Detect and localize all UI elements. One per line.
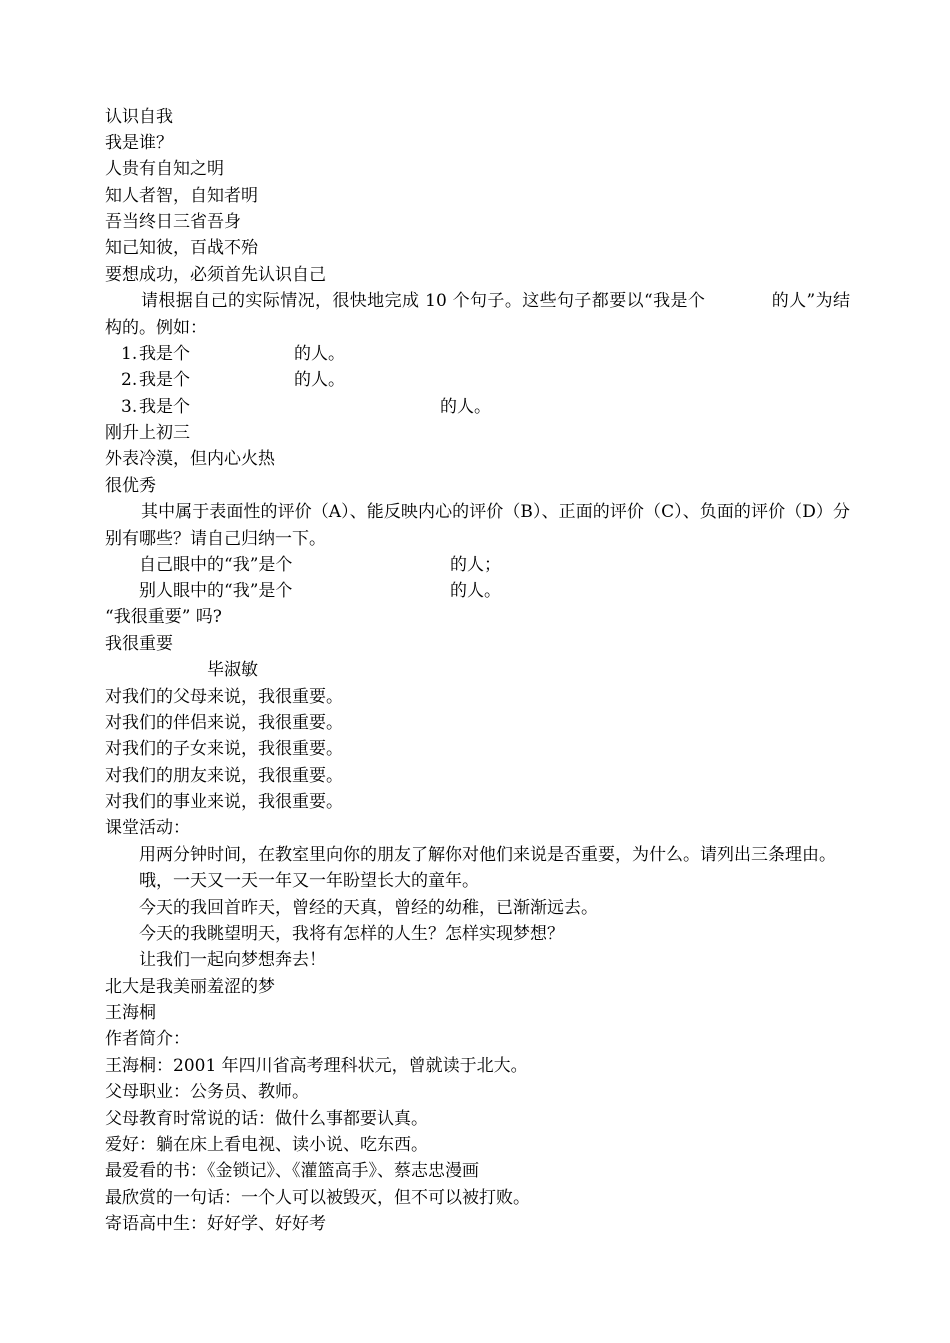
poem-line: 对我们的事业来说，我很重要。 bbox=[105, 792, 343, 812]
poem-title: 我很重要 bbox=[105, 634, 173, 654]
poem-line: 对我们的子女来说，我很重要。 bbox=[105, 739, 343, 759]
article-title: 北大是我美丽羞涩的梦 bbox=[105, 977, 275, 997]
question-line: “我很重要” 吗? bbox=[105, 607, 222, 627]
author-fact: 最爱看的书：《金锁记》、《灌篮高手》、蔡志忠漫画 bbox=[105, 1161, 479, 1181]
heading-line: 吾当终日三省吾身 bbox=[105, 212, 241, 232]
activity-line: 用两分钟时间，在教室里向你的朋友了解你对他们来说是否重要，为什么。请列出三条理由。 bbox=[139, 845, 836, 865]
example-1-prefix: 我是个 bbox=[139, 344, 190, 364]
poem-author: 毕淑敏 bbox=[207, 660, 258, 680]
author-fact: 最欣赏的一句话：一个人可以被毁灭，但不可以被打败。 bbox=[105, 1188, 530, 1208]
others-view-prefix: 别人眼中的“我”是个 bbox=[139, 581, 293, 601]
author-intro-label: 作者简介： bbox=[105, 1029, 190, 1049]
activity-line: 哦，一天又一天一年又一年盼望长大的童年。 bbox=[139, 871, 479, 891]
heading-line: 人贵有自知之明 bbox=[105, 159, 224, 179]
instruction-paragraph bbox=[105, 288, 850, 342]
example-3-prefix: 我是个 bbox=[139, 397, 190, 417]
activity-label: 课堂活动： bbox=[105, 818, 190, 838]
self-view-suffix: 的人； bbox=[450, 555, 501, 575]
evaluation-paragraph: 其中属于表面性的评价（A）、能反映内心的评价（B）、正面的评价（C）、负面的评价（D）分别有哪些？请自己归纳一下。 bbox=[105, 502, 850, 549]
heading-line: 知人者智，自知者明 bbox=[105, 186, 258, 206]
heading-line: 我是谁？ bbox=[105, 133, 173, 153]
example-3-suffix: 的人。 bbox=[440, 397, 491, 417]
activity-line: 今天的我回首昨天，曾经的天真，曾经的幼稚，已渐渐远去。 bbox=[139, 898, 598, 918]
instruction-text-2: 的人”为结构的。例如： bbox=[105, 291, 850, 338]
author-fact: 王海桐：2001 年四川省高考理科状元，曾就读于北大。 bbox=[105, 1056, 528, 1076]
activity-line: 让我们一起向梦想奔去！ bbox=[139, 950, 326, 970]
author-fact: 爱好：躺在床上看电视、读小说、吃东西。 bbox=[105, 1135, 428, 1155]
poem-line: 对我们的伴侣来说，我很重要。 bbox=[105, 713, 343, 733]
example-2-number: 2. bbox=[121, 370, 138, 390]
author-fact: 寄语高中生：好好学、好好考 bbox=[105, 1214, 326, 1234]
example-1-suffix: 的人。 bbox=[294, 344, 345, 364]
heading-line: 知己知彼，百战不殆 bbox=[105, 238, 258, 258]
self-view-prefix: 自己眼中的“我”是个 bbox=[139, 555, 293, 575]
author-fact: 父母教育时常说的话：做什么事都要认真。 bbox=[105, 1109, 428, 1129]
poem-line: 对我们的朋友来说，我很重要。 bbox=[105, 766, 343, 786]
heading-line: 认识自我 bbox=[105, 107, 173, 127]
sample-answer: 刚升上初三 bbox=[105, 423, 190, 443]
instruction-text-1: 请根据自己的实际情况，很快地完成 10 个句子。这些句子都要以“我是个 bbox=[141, 291, 706, 311]
others-view-suffix: 的人。 bbox=[450, 581, 501, 601]
example-3-number: 3. bbox=[121, 397, 138, 417]
example-2-suffix: 的人。 bbox=[294, 370, 345, 390]
heading-line: 要想成功，必须首先认识自己 bbox=[105, 265, 326, 285]
activity-line: 今天的我眺望明天，我将有怎样的人生？怎样实现梦想？ bbox=[139, 924, 564, 944]
sample-answer: 外表冷漠，但内心火热 bbox=[105, 449, 275, 469]
author-fact: 父母职业：公务员、教师。 bbox=[105, 1082, 309, 1102]
example-1-number: 1. bbox=[121, 344, 138, 364]
sample-answer: 很优秀 bbox=[105, 476, 156, 496]
article-author: 王海桐 bbox=[105, 1003, 156, 1023]
example-2-prefix: 我是个 bbox=[139, 370, 190, 390]
poem-line: 对我们的父母来说，我很重要。 bbox=[105, 687, 343, 707]
